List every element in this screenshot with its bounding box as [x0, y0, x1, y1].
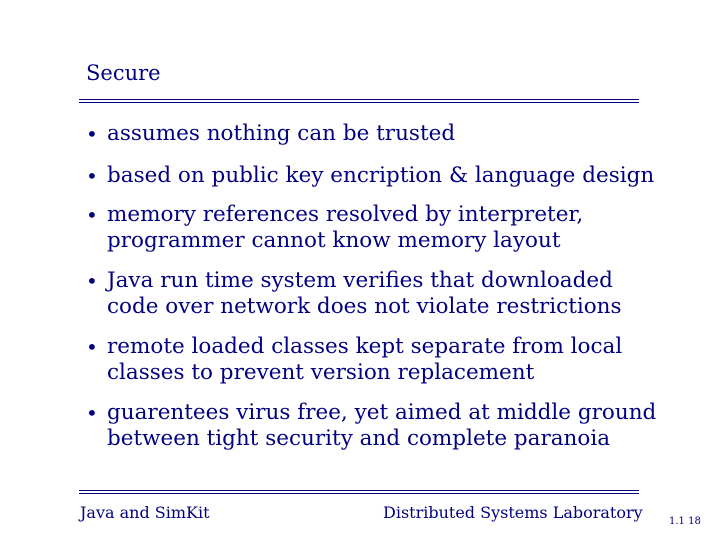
title-rule-top — [79, 99, 639, 100]
bullet-dot-icon: • — [86, 203, 98, 227]
bullet-item — [86, 268, 706, 320]
bullet-item — [86, 334, 706, 386]
bullet-line: assumes nothing can be trusted — [107, 121, 456, 146]
slide-title: Secure — [86, 61, 161, 85]
bullet-line: programmer cannot know memory layout — [107, 228, 561, 253]
bullet-line: memory references resolved by interpreter, — [107, 202, 584, 227]
footer-rule-top — [79, 490, 639, 491]
bullet-item — [86, 400, 706, 452]
bullet-dot-icon: • — [86, 335, 98, 359]
bullet-line: between tight security and complete paranoia — [107, 426, 611, 451]
bullet-dot-icon: • — [86, 269, 98, 293]
bullet-line: based on public key encription & language design — [107, 163, 655, 188]
page-number: 1.1 18 — [669, 516, 701, 527]
bullet-dot-icon: • — [86, 401, 98, 425]
bullet-line: classes to prevent version replacement — [107, 360, 535, 385]
title-rule-bottom — [79, 102, 639, 103]
bullet-item — [86, 121, 706, 147]
footer-course-title: Java and SimKit — [80, 503, 210, 522]
bullet-line: guarentees virus free, yet aimed at middle ground — [107, 400, 657, 425]
bullet-line: remote loaded classes kept separate from local — [107, 334, 623, 359]
footer-rule-bottom — [79, 493, 639, 494]
bullet-item — [86, 202, 706, 254]
bullet-item — [86, 163, 706, 189]
bullet-line: Java run time system verifies that downloaded — [107, 268, 613, 293]
bullet-line: code over network does not violate restrictions — [107, 294, 622, 319]
bullet-dot-icon: • — [86, 122, 98, 146]
footer-lab-name: Distributed Systems Laboratory — [383, 503, 643, 522]
bullet-dot-icon: • — [86, 164, 98, 188]
